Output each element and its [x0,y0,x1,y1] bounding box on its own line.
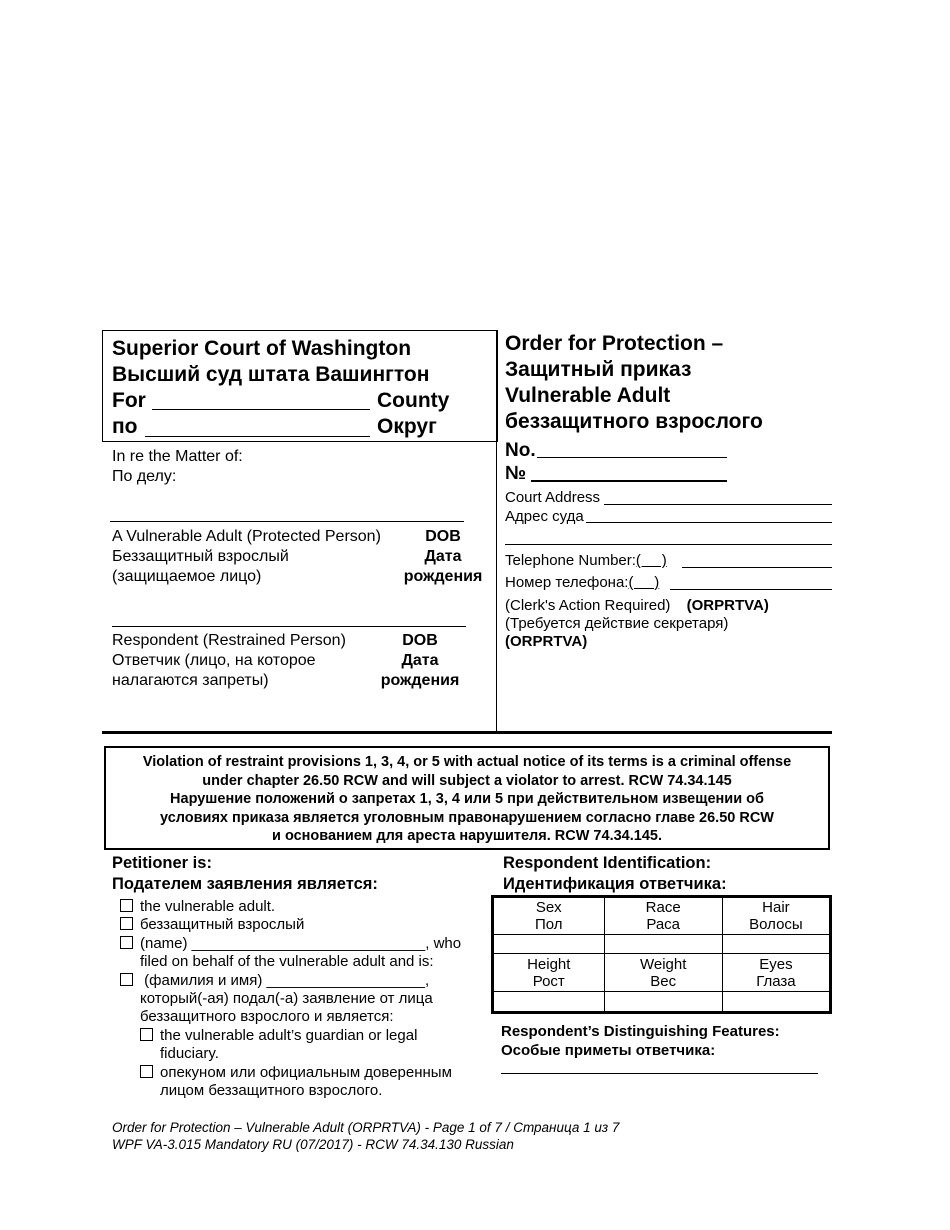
option-vulnerable-adult-en[interactable] [120,897,275,916]
height-en: Height [527,955,571,973]
eyes-en: Eyes [759,955,793,973]
height-header [493,954,605,992]
opt1-en-text: the vulnerable adult. [140,898,276,915]
court-name-en: Superior Court of Washington [112,337,412,360]
title-ru2: беззащитного взрослого [505,410,763,433]
race-value-cell[interactable] [604,935,722,954]
matter-ru: По делу: [112,468,177,485]
protected-en: A Vulnerable Adult (Protected Person) [112,528,381,545]
sex-ru: Пол [534,916,563,933]
protected-dob-label [400,527,486,587]
resp-id-heading-ru: Идентификация ответчика: [503,875,727,893]
distinguishing-features [501,1022,780,1060]
footer-line2: WPF VA-3.015 Mandatory RU (07/2017) - RCW 74.34.130 Russian [112,1137,514,1152]
height-ru: Рост [532,972,565,990]
petitioner-heading-ru: Подателем заявления является: [112,875,378,893]
features-field[interactable] [501,1073,818,1074]
protected-ru1: Беззащитный взрослый [112,548,289,565]
weight-en: Weight [639,955,687,973]
title-ru1: Защитный приказ [505,358,692,381]
protected-dob-en: DOB [425,528,461,545]
phone-en [505,551,667,570]
option-name-ru[interactable] [120,971,429,990]
matter-en: In re the Matter of: [112,448,243,465]
checkbox-icon[interactable] [120,917,133,930]
warning-box [104,746,830,850]
warning-line2: under chapter 26.50 RCW and will subject a violator to arrest. RCW 74.34.145 [202,772,732,789]
sex-en: Sex [535,899,562,916]
sub1-ru-text: опекуном или официальным доверенным [160,1064,452,1081]
weight-value-cell[interactable] [604,992,722,1013]
weight-header [604,954,722,992]
respondent-en: Respondent (Restrained Person) [112,632,346,649]
case-no-label: No. [505,440,536,461]
sex-header [493,897,605,935]
respondent-label [112,631,346,691]
resp-id-heading [503,853,727,895]
caption-vertical-line [496,330,497,733]
respondent-dob-label [377,631,463,691]
footer-line1: Order for Protection – Vulnerable Adult (ORPRTVA) - Page 1 of 7 / Страница 1 из 7 [112,1120,620,1135]
warning-line3: Нарушение положений о запретах 1, 3, 4 или 5 при действительном извещении об [170,791,764,807]
protected-person-label [112,527,381,587]
warning-line1: Violation of restraint provisions 1, 3, 4, or 5 with actual notice of its terms is a criminal offense [142,754,792,770]
suboption-guardian-en[interactable] [140,1026,417,1045]
option-name-en[interactable] [120,934,461,953]
protected-dob-ru1: Дата [424,548,462,565]
suboption-guardian-en-cont: fiduciary. [160,1045,219,1062]
court-name [112,336,429,388]
okrug-label: Округ [377,415,437,438]
po-label: по [112,415,138,438]
clerk-code: (ORPRTVA) [686,597,769,614]
respondent-id-table [491,895,832,1014]
checkbox-icon[interactable] [140,1065,153,1078]
phone-ru-label: Номер телефона: [505,574,629,591]
caption-bottom-rule [102,731,832,734]
option-name-ru-cont2: беззащитного взрослого и является: [140,1008,394,1025]
features-ru: Особые приметы ответчика: [501,1042,716,1059]
clerk-ru: (Требуется действие секретаря) [505,615,729,632]
eyes-header [722,954,830,992]
clerk-en: (Clerk's Action Required) [505,597,671,614]
respondent-name-field[interactable] [112,626,466,627]
option-name-en-cont: filed on behalf of the vulnerable adult and is: [140,953,434,970]
sex-value-cell[interactable] [493,935,605,954]
court-name-ru: Высший суд штата Вашингтон [112,363,430,386]
petitioner-heading-en: Petitioner is: [112,854,212,872]
race-ru: Раса [646,916,681,933]
opt1-ru-text: беззащитный взрослый [140,916,305,933]
weight-ru: Вес [650,972,677,990]
court-address-ru-field[interactable] [586,522,832,523]
respondent-ru2: налагаются запреты) [112,672,269,689]
clerk-action [505,596,769,615]
clerk-code-2: (ORPRTVA) [505,633,588,650]
opt2-ru-text: (фамилия и имя) ___________________, [140,972,430,989]
sub1-en-text: the vulnerable adult’s guardian or legal [160,1027,418,1044]
petitioner-heading [112,853,378,895]
caption-divider [102,441,496,442]
height-value-cell[interactable] [493,992,605,1013]
race-en: Race [645,899,681,916]
county-field[interactable] [152,409,370,410]
case-no-ru-field[interactable] [531,480,727,482]
suboption-guardian-ru[interactable] [140,1063,452,1082]
checkbox-icon[interactable] [140,1028,153,1041]
county-label: County [377,389,450,412]
phone-ru [505,573,659,592]
respondent-dob-ru2: рождения [380,672,460,689]
option-name-ru-cont1: который(-ая) подал(-а) заявление от лица [140,990,433,1007]
court-address-field[interactable] [604,504,832,505]
matter-label [112,447,243,487]
warning-line4: условиях приказа является уголовным правонарушением согласно главе 26.50 RCW [159,809,774,826]
court-address-en: Court Address [505,489,601,506]
respondent-ru1: Ответчик (лицо, на которое [112,652,316,669]
protected-name-field[interactable] [110,521,464,522]
checkbox-icon[interactable] [120,899,133,912]
features-en: Respondent’s Distinguishing Features: [501,1023,780,1040]
phone-ru-paren: ( ) [628,574,660,591]
footer [112,1119,619,1153]
respondent-dob-ru1: Дата [401,652,439,669]
hair-header [722,897,830,935]
phone-ru-field[interactable] [670,589,832,590]
race-header [604,897,722,935]
phone-en-paren: ( ) [635,552,667,569]
checkbox-icon[interactable] [120,936,133,949]
phone-en-label: Telephone Number: [505,552,636,569]
eyes-value-cell[interactable] [722,992,830,1013]
hair-en: Hair [762,899,790,916]
case-no-ru-label: № [505,463,527,484]
protected-dob-ru2: рождения [403,568,483,585]
hair-value-cell[interactable] [722,935,830,954]
option-vulnerable-adult-ru[interactable] [120,915,304,934]
resp-id-heading-en: Respondent Identification: [503,854,712,872]
checkbox-icon[interactable] [120,973,133,986]
phone-field[interactable] [682,567,832,568]
case-no-field[interactable] [537,457,727,458]
respondent-dob-en: DOB [402,632,438,649]
hair-ru: Волосы [749,916,803,933]
eyes-ru: Глаза [756,972,796,990]
warning-line5: и основанием для ареста нарушителя. RCW 74.34.145. [272,828,662,844]
court-address-ru: Адрес суда [505,508,584,525]
title-en1: Order for Protection – [505,332,724,355]
suboption-guardian-ru-cont: лицом беззащитного взрослого. [160,1082,383,1099]
okrug-field[interactable] [145,436,370,437]
document-title [505,331,763,435]
title-en2: Vulnerable Adult [505,384,671,407]
opt2-en-text: (name) ____________________________, who [140,935,462,952]
court-address-extra-field[interactable] [505,544,832,545]
protected-ru2: (защищаемое лицо) [112,568,262,585]
for-label: For [112,389,146,412]
